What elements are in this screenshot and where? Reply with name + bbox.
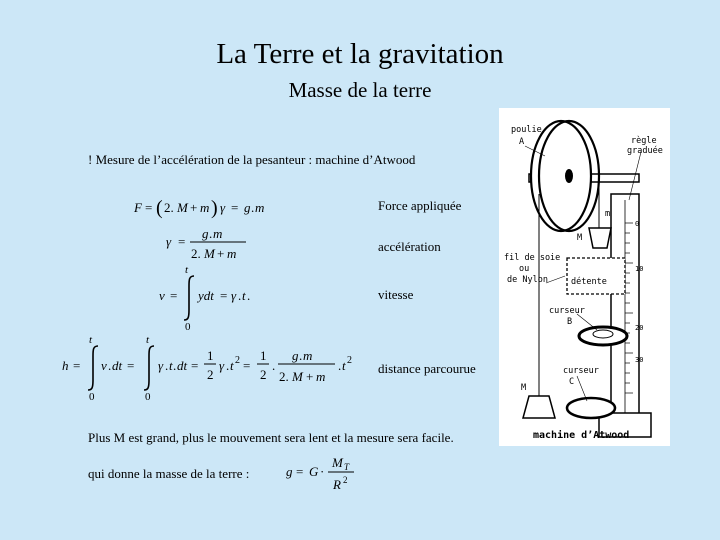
slide-subtitle: Masse de la terre <box>288 78 432 102</box>
svg-text:ydt: ydt <box>198 288 214 303</box>
svg-text:M: M <box>204 246 215 261</box>
svg-text:v: v <box>159 288 165 303</box>
label-poulie: poulie <box>511 125 542 135</box>
svg-text:2: 2 <box>207 367 214 382</box>
label-fil-soie: fil de soie <box>504 253 561 263</box>
svg-text:γ: γ <box>220 200 226 215</box>
svg-text:.: . <box>173 358 177 373</box>
label-mass-upper: M <box>577 233 583 243</box>
svg-text:2: 2 <box>235 355 240 366</box>
formula-acceleration <box>162 222 262 264</box>
label-fil-ou: ou <box>519 264 530 274</box>
svg-text:2.: 2. <box>279 369 289 384</box>
svg-text:.: . <box>209 226 213 241</box>
svg-text:t: t <box>342 358 346 373</box>
bullet-line <box>88 152 415 168</box>
svg-text:=: = <box>296 464 304 479</box>
svg-text:+: + <box>190 200 198 215</box>
svg-text:2: 2 <box>347 355 352 366</box>
svg-text:0: 0 <box>89 391 95 400</box>
svg-text:T: T <box>344 462 350 472</box>
svg-text:m: m <box>303 348 313 363</box>
bullet-text: Mesure de l’accélération de la pesanteur : machine d’Atwood <box>95 152 416 167</box>
result-label: qui donne la masse de la terre : <box>88 466 250 481</box>
svg-text:γ: γ <box>166 234 172 249</box>
bullet-symbol: ! <box>88 152 93 167</box>
svg-text:.: . <box>108 358 112 373</box>
label-regle: règle <box>631 136 657 146</box>
svg-text:1: 1 <box>207 348 214 363</box>
svg-text:.: . <box>165 358 169 373</box>
svg-text:+: + <box>217 246 225 261</box>
svg-text:g: g <box>292 348 299 363</box>
svg-text:γ: γ <box>231 288 237 303</box>
svg-text:.: . <box>338 358 342 373</box>
svg-text:2: 2 <box>343 475 348 485</box>
label-force: Force appliquée <box>378 198 462 213</box>
svg-text:0: 0 <box>185 321 191 330</box>
svg-text:t: t <box>230 358 234 373</box>
formula-force <box>132 192 292 222</box>
svg-text:g: g <box>202 226 209 241</box>
label-acceleration: accélération <box>378 239 441 254</box>
svg-text:=: = <box>191 358 199 373</box>
svg-text:=: = <box>178 234 186 249</box>
formula-distance <box>60 334 356 400</box>
svg-text:m: m <box>227 246 237 261</box>
svg-text:G: G <box>309 464 319 479</box>
svg-text:R: R <box>333 477 341 492</box>
svg-text:t: t <box>185 264 189 276</box>
svg-text:g: g <box>286 464 293 479</box>
svg-text:2.: 2. <box>164 200 174 215</box>
label-mass-lower: M <box>521 383 527 393</box>
scale-30: 30 <box>635 356 644 364</box>
label-detente: détente <box>571 277 607 287</box>
conclusion-text: Plus M est grand, plus le mouvement sera lent et la mesure sera facile. <box>88 430 454 445</box>
formula-velocity <box>158 264 268 330</box>
svg-text:m: m <box>255 200 265 215</box>
svg-text:2.: 2. <box>191 246 201 261</box>
svg-text:m: m <box>213 226 223 241</box>
svg-text:.: . <box>247 288 251 303</box>
svg-text:2: 2 <box>260 367 267 382</box>
svg-text:=: = <box>127 358 135 373</box>
svg-text:.: . <box>226 358 230 373</box>
svg-text:=: = <box>220 288 228 303</box>
svg-text:F: F <box>134 200 142 215</box>
label-velocity: vitesse <box>378 287 414 302</box>
label-curseur-c-letter: C <box>569 377 575 387</box>
svg-text:t: t <box>242 288 246 303</box>
formula-result <box>282 452 362 496</box>
svg-text:t: t <box>169 358 173 373</box>
label-fil-nylon: de Nylon <box>507 275 548 285</box>
svg-text:): ) <box>211 197 218 219</box>
svg-text:dt: dt <box>112 358 123 373</box>
svg-text:1: 1 <box>260 348 267 363</box>
svg-text:M: M <box>292 369 303 384</box>
svg-text:.: . <box>299 348 303 363</box>
label-distance: distance parcourue <box>378 361 476 376</box>
svg-text:=: = <box>170 288 178 303</box>
svg-text:h: h <box>62 358 69 373</box>
svg-text:=: = <box>145 200 153 215</box>
label-curseur-c: curseur <box>563 366 599 376</box>
scale-0: 0 <box>635 220 640 228</box>
figure-caption: machine d’Atwood <box>533 430 630 441</box>
label-curseur-b: curseur <box>549 306 585 316</box>
slide-title: La Terre et la gravitation <box>216 38 504 70</box>
atwood-machine-figure <box>499 108 670 446</box>
svg-text:=: = <box>243 358 251 373</box>
svg-text:γ: γ <box>219 358 225 373</box>
svg-text:t: t <box>89 334 93 346</box>
svg-text:m: m <box>316 369 326 384</box>
svg-text:.: . <box>272 358 276 373</box>
svg-text:M: M <box>332 455 343 470</box>
svg-text:0: 0 <box>145 391 151 400</box>
label-poulie-a: A <box>519 137 525 147</box>
label-curseur-b-letter: B <box>567 317 573 327</box>
svg-text:v: v <box>101 358 107 373</box>
label-graduee: graduée <box>627 146 663 156</box>
svg-text:·: · <box>320 464 325 479</box>
svg-text:+: + <box>306 369 314 384</box>
svg-text:M: M <box>177 200 188 215</box>
svg-text:dt: dt <box>177 358 188 373</box>
scale-10: 10 <box>635 265 644 273</box>
svg-text:m: m <box>200 200 210 215</box>
svg-text:=: = <box>73 358 81 373</box>
svg-text:g: g <box>244 200 251 215</box>
label-mass-small: m <box>605 209 611 219</box>
svg-text:γ: γ <box>158 358 164 373</box>
scale-20: 20 <box>635 324 644 332</box>
svg-text:(: ( <box>156 197 163 219</box>
svg-text:.: . <box>238 288 242 303</box>
svg-text:t: t <box>146 334 150 346</box>
svg-text:.: . <box>251 200 255 215</box>
svg-text:=: = <box>231 200 239 215</box>
